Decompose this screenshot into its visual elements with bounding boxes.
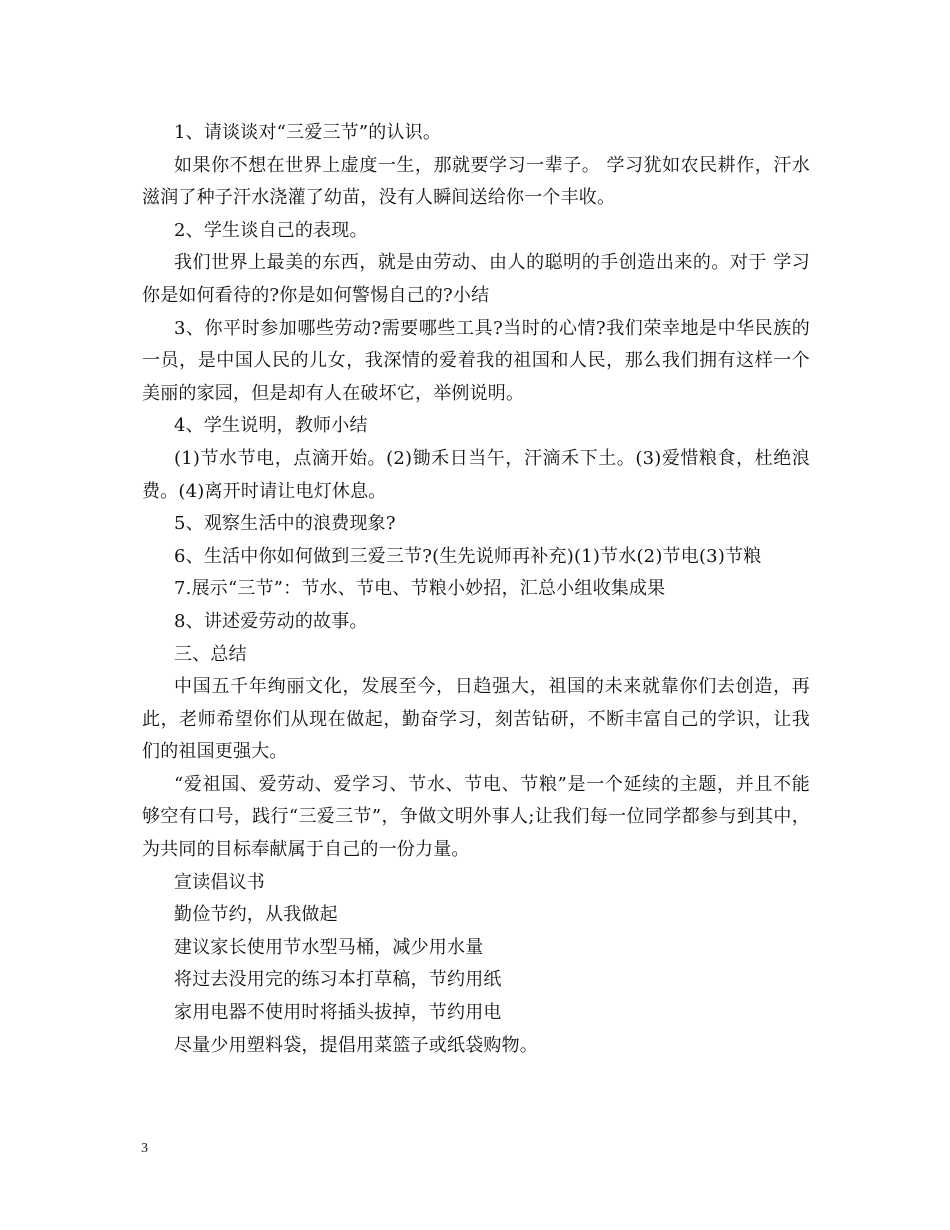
paragraph-item-4: 4、学生说明，教师小结 [174,415,368,437]
paragraph-summary: 中国五千年绚丽文化，发展至今，日趋强大，祖国的未来就靠你们去创造，再此，老师希望你们从现在做起，勤奋学习，刻苦钻研，不断丰富自己的学识，让我们的祖国更强大。 [142,676,810,763]
paragraph-item-5: 5、观察生活中的浪费现象? [174,513,396,535]
paragraph-item-8: 8、讲述爱劳动的故事。 [174,610,368,632]
paragraph-labor-beauty: 我们世界上最美的东西，就是由劳动、由人的聪明的手创造出来的。对于 学习你是如何看待的?你是如何警惕自己的?小结 [142,252,810,306]
paragraph-theme: “爱祖国、爱劳动、爱学习、节水、节电、节粮”是一个延续的主题，并且不能够空有口号，践行“三爱三节”，争做文明外事人;让我们每一位同学都参与到其中，为共同的目标奉献属于自己的一份力量。 [142,773,810,861]
paragraph-item-3: 3、你平时参加哪些劳动?需要哪些工具?当时的心情?我们荣幸地是中华民族的一员，是中国人民的儿女，我深情的爱着我的祖国和人民，那么我们拥有这样一个美丽的家园，但是却有人在破坏它，举例说明。 [142,317,810,404]
paragraph-item-7: 7.展示“三节”：节水、节电、节粮小妙招，汇总小组收集成果 [174,578,666,600]
proposal-item-electricity: 家用电器不使用时将插头拔掉，节约用电 [174,1002,502,1024]
document-body [142,117,810,1062]
page-number: 3 [141,1141,148,1156]
paragraph-item-2: 2、学生谈自己的表现。 [174,219,368,241]
paragraph-saving-list: (1)节水节电，点滴开始。(2)锄禾日当午，汗滴禾下土。(3)爱惜粮食，杜绝浪费。(4)离开时请让电灯休息。 [142,447,810,502]
paragraph-item-1: 1、请谈谈对“三爱三节”的认识。 [174,122,442,143]
paragraph-item-6: 6、生活中你如何做到三爱三节?(生先说师再补充)(1)节水(2)节电(3)节粮 [174,545,762,567]
proposal-slogan: 勤俭节约，从我做起 [174,904,338,926]
section-heading-summary: 三、总结 [174,643,247,665]
proposal-item-bags: 尽量少用塑料袋，提倡用菜篮子或纸袋购物。 [174,1034,538,1056]
paragraph-learning: 如果你不想在世界上虚度一生，那就要学习一辈子。 学习犹如农民耕作，汗水滋润了种子汗水浇灌了幼苗，没有人瞬间送给你一个丰收。 [142,154,810,209]
proposal-item-water: 建议家长使用节水型马桶，减少用水量 [174,936,484,958]
proposal-heading: 宣读倡议书 [174,871,265,893]
proposal-item-paper: 将过去没用完的练习本打草稿，节约用纸 [174,969,502,991]
